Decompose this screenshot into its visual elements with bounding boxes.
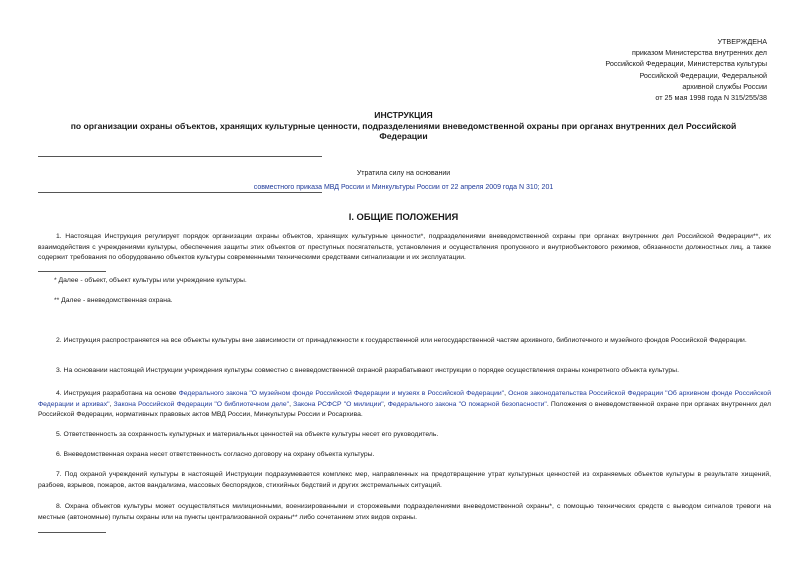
lost-force-label: Утратила силу на основании <box>356 170 451 177</box>
approval-line: от 25 мая 1998 года N 315/255/38 <box>655 93 767 103</box>
paragraph-3: 3. На основании настоящей Инструкции учреждения культуры совместно с вневедомственной охраной разрабатывают инструкции о порядке осуществления охраны конкретного объекта культуры. <box>56 367 679 374</box>
law-link-library[interactable]: Закона Российской Федерации "О библиотечном деле" <box>113 400 290 408</box>
title-heading: ИНСТРУКЦИЯ <box>374 110 433 120</box>
law-link-archive-fund[interactable]: Основ законодательства Российской Федерации "Об архивном фонде Российской Федерации и архивах" <box>38 390 772 408</box>
paragraph-1: 1. Настоящая Инструкция регулирует порядок организации охраны объектов, хранящих культурные ценности*, подразделениями вневедомственной охраны при органах внутренних дел Российской Федерации**, их взаимодействия с учреждениями культуры, обеспечения защиты этих объектов от преступных посягательств, установления и осуществления пропускного и внутриобъектового режимов, обязанности должностных лиц, а также содержит требования по оборудованию объектов культуры современными техническими средствами сигнализации и их эксплуатации. <box>38 233 771 262</box>
lost-force-note <box>180 167 627 195</box>
p4-text: , <box>504 390 509 397</box>
p4-text: 4. Инструкция разработана на основе <box>56 390 179 397</box>
document-title <box>30 110 777 142</box>
approval-line: УТВЕРЖДЕНА <box>717 37 767 46</box>
paragraph-4 <box>38 389 771 421</box>
footnote-divider <box>38 271 106 272</box>
approval-line: Российской Федерации, Министерства культуры <box>605 59 767 69</box>
title-subheading: по организации охраны объектов, хранящих культурные ценности, подразделениями вневедомственной охраны при органах внутренних дел Российской <box>70 120 737 131</box>
paragraph-5: 5. Ответственность за сохранность культурных и материальных ценностей на объекте культуры несет его руководитель. <box>56 431 439 438</box>
p4-text: , <box>383 400 388 408</box>
law-link-fire-safety[interactable]: Федерального закона "О пожарной безопасности" <box>387 400 547 408</box>
paragraph-6: 6. Вневедомственная охрана несет ответственность согласно договору на охрану объекта культуры. <box>56 451 375 458</box>
lost-force-link[interactable]: совместного приказа МВД России и Минкультуры России от 22 апреля 2009 года N 310; 201 <box>253 184 554 191</box>
divider-top <box>38 156 322 157</box>
p4-text: , <box>109 400 114 408</box>
approval-line: приказом Министерства внутренних дел <box>631 48 767 58</box>
section-title: I. ОБЩИЕ ПОЛОЖЕНИЯ <box>348 211 459 222</box>
approval-line: архивной службы России <box>682 81 767 91</box>
paragraph-7: 7. Под охраной учреждений культуры в настоящей Инструкции подразумевается комплекс мер, направленных на предотвращение утрат культурных ценностей из охраняемых объектов культуры в результате хищений, разбоев, взрывов, пожаров, актов вандализма, массовых беспорядков, стихийных бедствий и других экстремальных ситуаций. <box>38 471 771 489</box>
p4-text: . Положения о вневедомственной охране при органах внутренних дел Российской Федерации, нормативных правовых актов МВД России, Минкультуры России и Росархива. <box>38 400 771 419</box>
title-subheading-cont: Федерации <box>379 131 428 141</box>
paragraph-2: 2. Инструкция распространяется на все объекты культуры вне зависимости от принадлежности к государственной или негосударственной частям архивного, библиотечного и музейного фондов Российской Федерации. <box>56 337 747 344</box>
paragraph-8: 8. Охрана объектов культуры может осуществляться милиционными, военизированными и сторожевыми подразделениями вневедомственной охраны*, с помощью технических средств с выводом сигналов тревоги на местные (автономные) пульты охраны или на пункты централизованной охраны** либо сочетанием этих видов охраны. <box>38 503 771 521</box>
p4-text: , <box>289 400 294 408</box>
law-link-museum-fund[interactable]: Федерального закона "О музейном фонде Российской Федерации и музеях в Российской Федерации" <box>178 390 505 397</box>
approval-line: Российской Федерации, Федеральной <box>639 70 767 80</box>
law-link-police[interactable]: Закона РСФСР "О милиции" <box>293 400 384 408</box>
footnote-1: * Далее - объект, объект культуры или учреждение культуры. <box>54 277 247 284</box>
footnote-2: ** Далее - вневедомственная охрана. <box>54 297 173 304</box>
divider-bottom <box>38 192 322 193</box>
footnote-divider-2 <box>38 532 106 533</box>
approval-block <box>507 36 767 103</box>
